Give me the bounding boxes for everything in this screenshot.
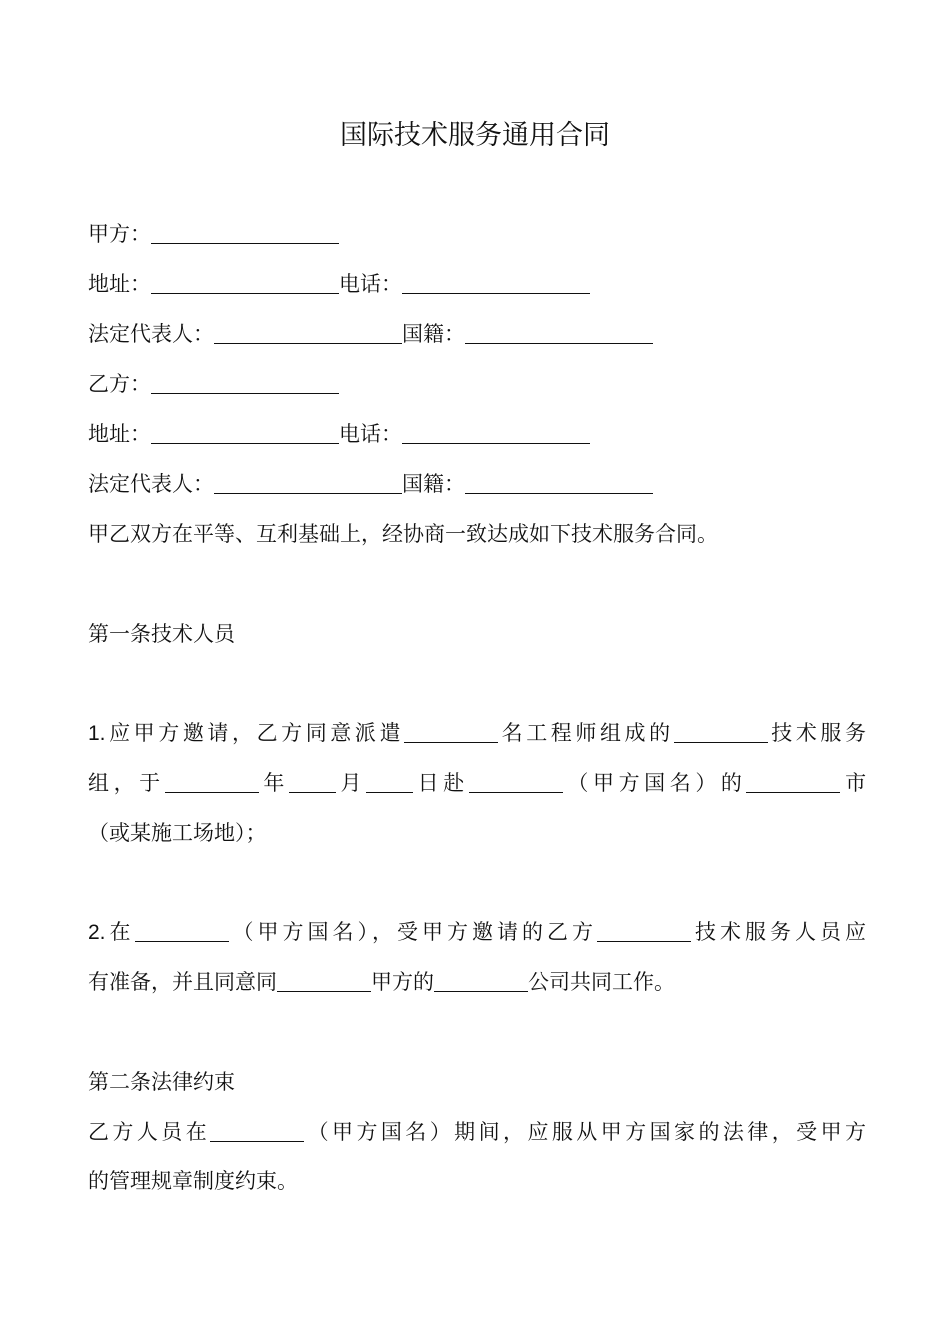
- party-b-phone-blank[interactable]: [402, 421, 590, 444]
- month-blank[interactable]: [289, 770, 336, 793]
- clause-1-text: 市: [840, 771, 867, 795]
- party-b-address-blank[interactable]: [151, 421, 339, 444]
- country-blank[interactable]: [135, 919, 229, 942]
- party-a-rep-label: 法定代表人：: [88, 322, 214, 346]
- party-b-phone-label: 电话：: [339, 422, 402, 446]
- party-a-address-line: [88, 269, 866, 299]
- company-blank[interactable]: [434, 969, 528, 992]
- party-a-name-blank[interactable]: [151, 221, 339, 244]
- partner-blank[interactable]: [277, 969, 371, 992]
- clause-2-text: 技术服务人员应: [691, 920, 867, 944]
- year-blank[interactable]: [165, 770, 259, 793]
- party-b-nationality-blank[interactable]: [465, 471, 653, 494]
- clause-1-text: 组，于: [88, 771, 165, 795]
- article-2-text: 乙方人员在: [88, 1120, 211, 1144]
- article-2-text: 的管理规章制度约束。: [88, 1169, 298, 1193]
- clause-1-line-2: [88, 768, 866, 798]
- clause-1-line-3: [88, 818, 866, 848]
- article-2-text: （甲方国名）期间，应服从甲方国家的法律，受甲方: [304, 1120, 867, 1144]
- clause-1-text: 技术服务: [767, 721, 867, 745]
- clause-1-text: 日赴: [413, 771, 469, 795]
- clause-2-line-1: [88, 917, 866, 948]
- party-b-rep-label: 法定代表人：: [88, 472, 214, 496]
- clause-1-text: （甲方国名）的: [562, 771, 747, 795]
- article-2-heading: 第二条法律约束: [88, 1070, 235, 1094]
- party-a-address-blank[interactable]: [151, 271, 339, 294]
- document-title: 国际技术服务通用合同: [340, 120, 610, 151]
- clause-2-number: 2.: [88, 921, 106, 944]
- article-1-heading: 第一条技术人员: [88, 622, 235, 646]
- party-b-nationality-label: 国籍：: [402, 472, 465, 496]
- clause-1-text: 年: [258, 771, 289, 795]
- clause-1-text: 名工程师组成的: [498, 721, 674, 745]
- party-b-label: 乙方：: [88, 372, 151, 396]
- party-b-rep-blank[interactable]: [214, 471, 402, 494]
- engineer-count-blank[interactable]: [404, 720, 498, 743]
- clause-2-text: 甲方的: [371, 970, 434, 994]
- team-type-blank[interactable]: [674, 720, 768, 743]
- preamble: 甲乙双方在平等、互利基础上，经协商一致达成如下技术服务合同。: [88, 522, 718, 546]
- party-b-name-blank[interactable]: [151, 371, 339, 394]
- party-a-address-label: 地址：: [88, 272, 151, 296]
- party-a-phone-blank[interactable]: [402, 271, 590, 294]
- party-b-address-label: 地址：: [88, 422, 151, 446]
- clause-1-text: （或某施工场地）；: [88, 821, 267, 845]
- party-b-line: [88, 369, 866, 399]
- article-2-line-1: [88, 1117, 866, 1147]
- clause-2-line-2: [88, 967, 866, 997]
- party-a-label: 甲方：: [88, 222, 151, 246]
- party-a-rep-blank[interactable]: [214, 321, 402, 344]
- clause-1-text: 应甲方邀请，乙方同意派遣: [105, 721, 405, 745]
- party-a-rep-line: [88, 319, 866, 349]
- article-2-line-2: [88, 1166, 866, 1196]
- party-a-nationality-blank[interactable]: [465, 321, 653, 344]
- clause-2-text: 有准备，并且同意同: [88, 970, 277, 994]
- clause-1-text: 月: [335, 771, 367, 795]
- staff-count-blank[interactable]: [597, 919, 691, 942]
- day-blank[interactable]: [366, 770, 413, 793]
- party-a-line: [88, 219, 866, 249]
- country-blank[interactable]: [210, 1119, 304, 1142]
- country-blank[interactable]: [469, 770, 563, 793]
- party-b-rep-line: [88, 469, 866, 499]
- clause-2-text: （甲方国名），受甲方邀请的乙方: [228, 920, 598, 944]
- party-a-nationality-label: 国籍：: [402, 322, 465, 346]
- party-a-phone-label: 电话：: [339, 272, 402, 296]
- city-blank[interactable]: [746, 770, 840, 793]
- clause-1-line-1: [88, 718, 866, 749]
- clause-1-number: 1.: [88, 722, 106, 745]
- party-b-address-line: [88, 419, 866, 449]
- clause-2-text: 公司共同工作。: [528, 970, 675, 994]
- clause-2-text: 在: [105, 920, 135, 944]
